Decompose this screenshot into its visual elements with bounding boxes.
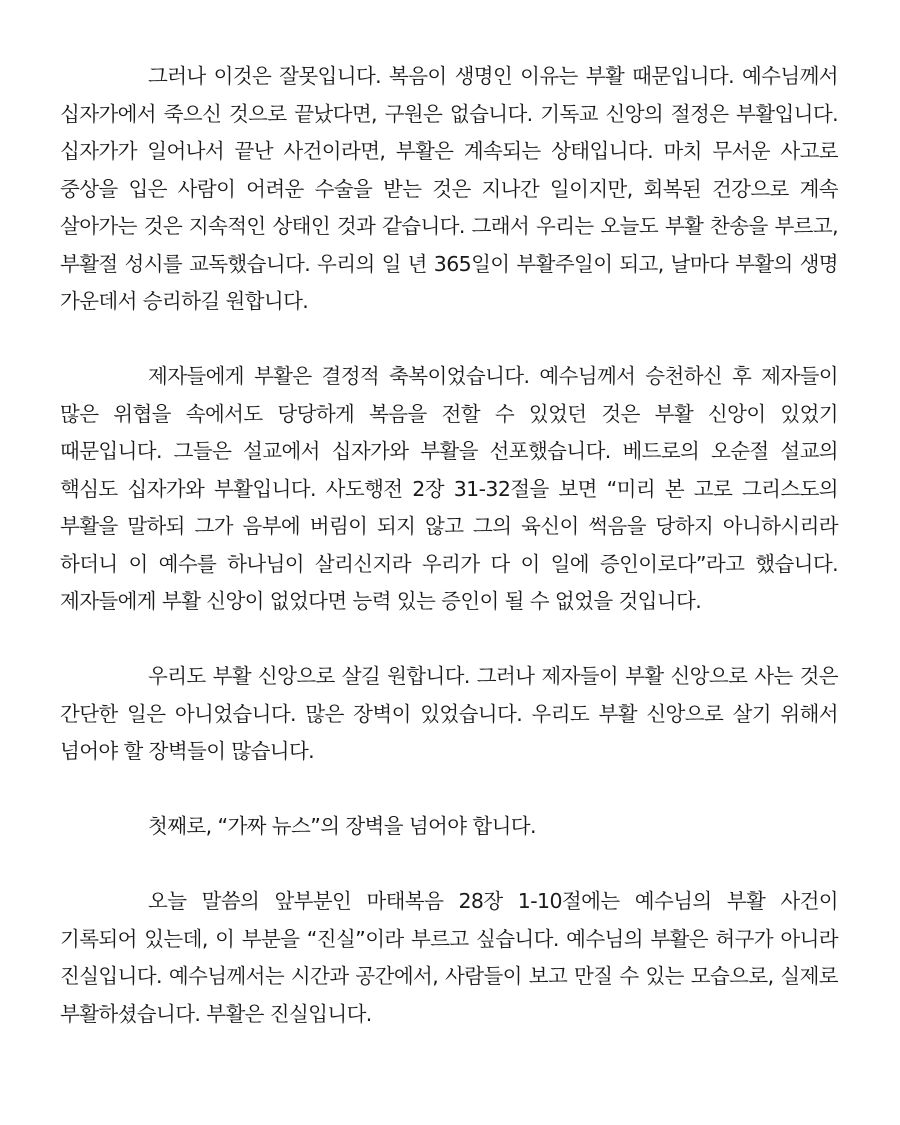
paragraph-gap: [60, 321, 838, 359]
paragraph-gap: [60, 621, 838, 659]
paragraph-gap: [60, 846, 838, 884]
paragraph-disciples-faith: 제자들에게 부활은 결정적 축복이었습니다. 예수님께서 승천하신 후 제자들이 많은 위협을 속에서도 당당하게 복음을 전할 수 있었던 것은 부활 신앙이 있었기 때문입니다. 그들은 설교에서 십자가와 부활을 선포했습니다. 베드로의 오순절 설교의 핵심도 십자가와 부활입니다. 사도행전 2장 31-32절을 보면 “미리 본 고로 그리스도의 부활을 말하되 그가 음부에 버림이 되지 않고 그의 육신이 썩음을 당하지 아니하시리라 하더니 이 예수를 하나님이 살리신지라 우리가 다 이 일에 증인이로다”라고 했습니다. 제자들에게 부활 신앙이 없었다면 능력 있는 증인이 될 수 없었을 것입니다.: [60, 364, 838, 613]
paragraph-gap: [60, 771, 838, 809]
paragraph-truth: 오늘 말씀의 앞부분인 마태복음 28장 1-10절에는 예수님의 부활 사건이 기록되어 있는데, 이 부분을 “진실”이라 부르고 싶습니다. 예수님의 부활은 허구가 아니라 진실입니다. 예수님께서는 시간과 공간에서, 사람들이 보고 만질 수 있는 모습으로, 실제로 부활하셨습니다. 부활은 진실입니다.: [60, 889, 838, 1026]
paragraph-barriers: 우리도 부활 신앙으로 살길 원합니다. 그러나 제자들이 부활 신앙으로 사는 것은 간단한 일은 아니었습니다. 많은 장벽이 있었습니다. 우리도 부활 신앙으로 살기 위해서 넘어야 할 장벽들이 많습니다.: [60, 664, 838, 763]
paragraph-first-point: 첫째로, “가짜 뉴스”의 장벽을 넘어야 합니다.: [148, 814, 536, 838]
paragraph-resurrection-life: 그러나 이것은 잘못입니다. 복음이 생명인 이유는 부활 때문입니다. 예수님께서 십자가에서 죽으신 것으로 끝났다면, 구원은 없습니다. 기독교 신앙의 절정은 부활입니다. 십자가가 일어나서 끝난 사건이라면, 부활은 계속되는 상태입니다. 마치 무서운 사고로 중상을 입은 사람이 어려운 수술을 받는 것은 지나간 일이지만, 회복된 건강으로 계속 살아가는 것은 지속적인 상태인 것과 같습니다. 그래서 우리는 오늘도 부활 찬송을 부르고, 부활절 성시를 교독했습니다. 우리의 일 년 365일이 부활주일이 되고, 날마다 부활의 생명 가운데서 승리하길 원합니다.: [60, 64, 838, 313]
document-body: [60, 58, 838, 1033]
